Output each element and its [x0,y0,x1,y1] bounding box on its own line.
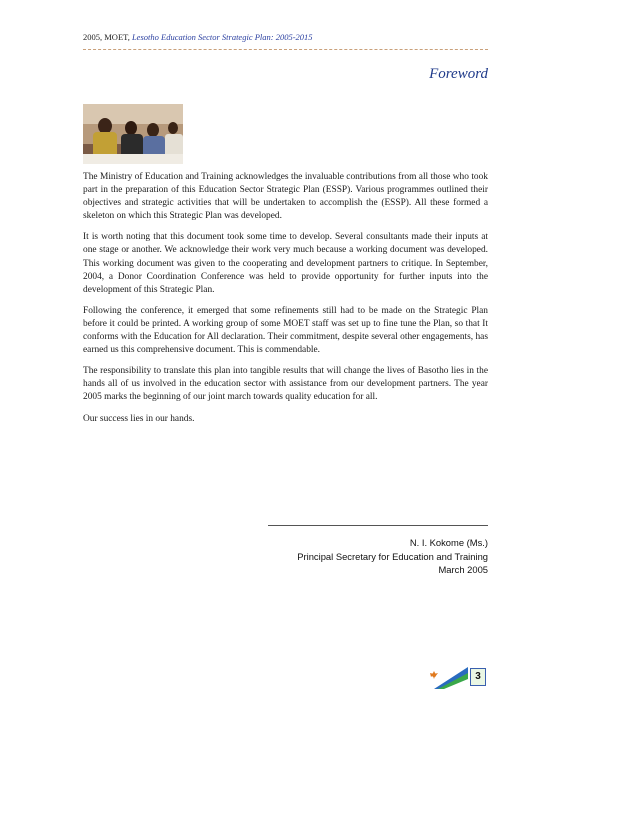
page-number: 3 [470,668,486,686]
paragraph-2: It is worth noting that this document took some time to develop. Several consultants made their inputs at one stage or another. We acknowledge their work very much because a working document was developed. This working document was given to the cooperating and development partners to critique. In September, 2004, a Donor Coordination Conference was held to provide opportunity for further inputs into the development of this Strategic Plan. [83,232,488,295]
meeting-photo [83,104,183,164]
header-divider [83,49,488,50]
header-prefix: 2005, MOET, [83,32,132,42]
paragraph-1: The Ministry of Education and Training acknowledges the invaluable contributions from all those who took part in the preparation of this Education Sector Strategic Plan (ESSP). Various programmes outlined their objectives and strategic activities that will be undertaken to accomplish the (ESSP). All these formed a skeleton on which this Strategic Plan was developed. [83,172,488,222]
meeting-photo-image [83,104,183,164]
signature-block [268,525,488,577]
header-document-title: Lesotho Education Sector Strategic Plan: 2005-2015 [131,32,313,42]
signatory-position: Principal Secretary for Education and Training [297,550,488,562]
signature-line [268,525,488,536]
running-header [83,32,313,42]
signature-date: March 2005 [438,564,488,575]
foreword-body [83,171,488,434]
page-title: Foreword [429,66,488,82]
paragraph-5: Our success lies in our hands. [83,413,195,424]
paragraph-3: Following the conference, it emerged that some refinements still had to be made on the Strategic Plan before it could be printed. A working group of some MOET staff was set up to fine tune the Plan, so that It conforms with the Education for All declaration. Their commitment, despite several other engagements, has earned us this comprehensive document. This is commendable. [83,305,488,356]
signatory-name: N. I. Kokome (Ms.) [409,537,488,548]
ministry-logo-icon [428,663,468,689]
paragraph-4: The responsibility to translate this plan into tangible results that will change the lives of Basotho lies in the hands all of us involved in the education sector with assistance from our development partners. The year 2005 marks the beginning of our joint march towards quality education for all. [83,366,488,403]
